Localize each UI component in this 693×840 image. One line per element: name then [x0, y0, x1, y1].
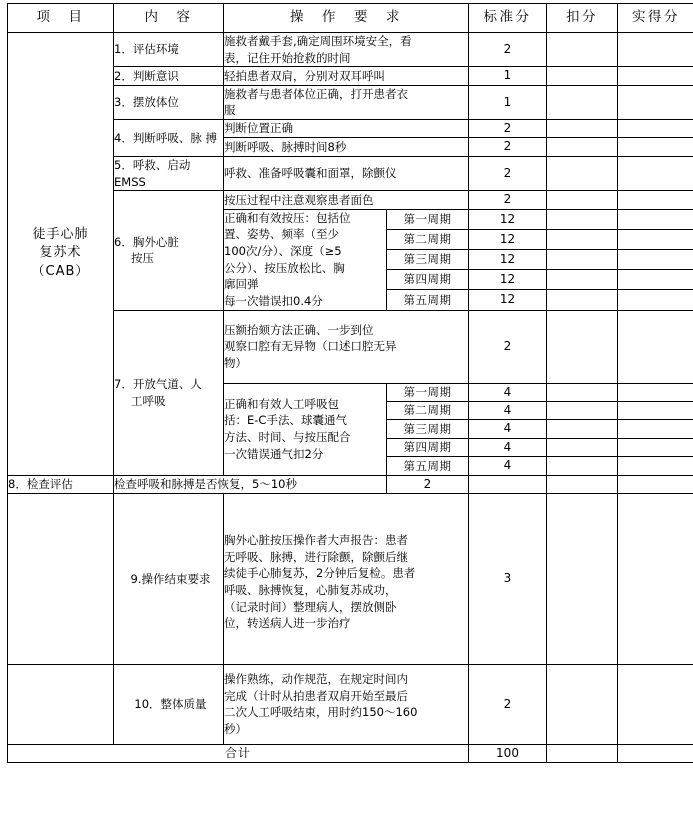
standard-score-cell-6-2: 12: [469, 229, 547, 249]
requirement-line: 100次/分）、深度（≥5: [224, 243, 342, 258]
standard-score-cell-7-4: 4: [469, 438, 547, 456]
requirement-line: 置、姿势、频率（至少: [224, 227, 339, 242]
content-line: EMSS: [114, 174, 146, 189]
requirement-line: 按压过程中注意观察患者面色: [224, 192, 374, 207]
deduction-cell-6-4[interactable]: [547, 270, 618, 290]
actual-score-cell-2[interactable]: [618, 67, 693, 85]
cycle-label-7-2: 第二周期: [387, 402, 469, 420]
standard-score-cell-4a: 2: [469, 120, 547, 138]
actual-score-cell-6-3[interactable]: [618, 250, 693, 270]
table-row-total: [8, 744, 693, 762]
deduction-cell-4a[interactable]: [547, 120, 618, 138]
requirement-line: 无呼吸、脉搏，进行除颤，除颤后继: [224, 549, 408, 564]
requirement-line: 公分）、按压放松比、胸: [224, 260, 345, 275]
requirement-line: 续徒手心肺复苏，2分钟后复检。患者: [224, 566, 416, 581]
total-actual-score[interactable]: [618, 744, 693, 762]
standard-score-cell-6-4: 12: [469, 270, 547, 290]
standard-score-cell-1: 2: [469, 33, 547, 67]
table-header-row: [8, 4, 693, 33]
table-row-assess-environment: [8, 33, 693, 67]
requirement-line: 观察口腔有无异物（口述口腔无异: [224, 339, 397, 354]
requirement-line: 施救者与患者体位正确，打开患者衣: [224, 86, 408, 101]
content-cell-8: 8．检查评估: [8, 475, 114, 493]
requirement-line: 完成（计时从拍患者双肩开始至最后: [224, 688, 408, 703]
total-label: 合计: [8, 744, 469, 762]
actual-score-cell-7-3[interactable]: [618, 420, 693, 438]
standard-score-cell-5: 2: [469, 156, 547, 190]
actual-score-cell-9[interactable]: [618, 493, 693, 664]
standard-score-cell-7-1: 4: [469, 383, 547, 401]
content-cell-4: [114, 120, 224, 157]
requirement-cell-6-observe: [224, 191, 469, 209]
content-cell-10: 10．整体质量: [114, 664, 224, 744]
deduction-cell-6-1[interactable]: [547, 209, 618, 229]
requirement-line: 秒）: [224, 722, 247, 737]
requirement-line: 表，记住开始抢救的时间: [224, 50, 351, 65]
standard-score-cell-6-observe: 2: [469, 191, 547, 209]
standard-score-cell-7-2: 4: [469, 402, 547, 420]
category-cell-cab: [8, 33, 114, 476]
content-line: 7．开放气道、人: [114, 376, 202, 391]
deduction-cell-4b[interactable]: [547, 138, 618, 156]
category-line-1: 徒手心肺: [32, 226, 89, 242]
deduction-cell-10[interactable]: [547, 664, 618, 744]
requirement-line: 施救者戴手套,确定周围环境安全，看: [224, 34, 412, 48]
deduction-cell-6-5[interactable]: [547, 290, 618, 310]
content-line: 工呼吸: [131, 393, 166, 408]
requirement-cell-2: [224, 67, 469, 85]
requirement-cell-4b: [224, 138, 469, 156]
requirement-cell-3: [224, 85, 469, 119]
deduction-cell-7-2[interactable]: [547, 402, 618, 420]
requirement-line: 检查呼吸和脉搏是否恢复，5～10秒: [114, 476, 297, 491]
cycle-label-7-5: 第五周期: [387, 457, 469, 475]
header-content: 内 容: [114, 4, 224, 33]
requirement-line: 判断呼吸、脉搏时间8秒: [224, 139, 347, 154]
requirement-line: 廓回弹: [224, 277, 259, 292]
requirement-cell-10: [224, 664, 469, 744]
standard-score-cell-7-3: 4: [469, 420, 547, 438]
requirement-cell-9: [224, 493, 469, 664]
content-cell-5: [114, 156, 224, 190]
actual-score-cell-4b[interactable]: [618, 138, 693, 156]
actual-score-cell-7-2[interactable]: [618, 402, 693, 420]
requirement-cell-7-airway: [224, 310, 469, 383]
requirement-line: 呼救、准备呼吸囊和面罩，除颤仪: [224, 166, 397, 181]
actual-score-cell-5[interactable]: [618, 156, 693, 190]
standard-score-cell-7-5: 4: [469, 457, 547, 475]
requirement-line: 判断位置正确: [224, 121, 293, 136]
requirement-line: 轻拍患者双肩，分别对双耳呼叫: [224, 68, 385, 83]
deduction-cell-6-2[interactable]: [547, 229, 618, 249]
cycle-label-6-1: 第一周期: [387, 209, 469, 229]
content-line: 按压: [131, 251, 154, 266]
table-row-overall-quality: [8, 664, 693, 744]
requirement-line: 服: [224, 103, 236, 118]
standard-score-cell-2: 1: [469, 67, 547, 85]
header-requirement: 操 作 要 求: [224, 4, 469, 33]
actual-score-cell-10[interactable]: [618, 664, 693, 744]
table-row-check-evaluation: [8, 475, 693, 493]
deduction-cell-5[interactable]: [547, 156, 618, 190]
cycle-label-7-4: 第四周期: [387, 438, 469, 456]
actual-score-cell-1[interactable]: [618, 33, 693, 67]
category-line-2: 复苏术: [39, 245, 82, 261]
standard-score-cell-9: 3: [469, 493, 547, 664]
content-cell-6: [114, 191, 224, 310]
deduction-cell-7-3[interactable]: [547, 420, 618, 438]
requirement-line: 括：E-C手法、球囊通气: [224, 413, 347, 428]
cycle-label-7-1: 第一周期: [387, 383, 469, 401]
requirement-cell-1: [224, 33, 469, 67]
deduction-cell-8[interactable]: [469, 475, 547, 493]
cycle-label-7-3: 第三周期: [387, 420, 469, 438]
header-item: 项 目: [8, 4, 114, 33]
standard-score-cell-7-airway: 2: [469, 310, 547, 383]
requirement-line: 每一次错误扣0.4分: [224, 293, 323, 308]
actual-score-cell-7-airway[interactable]: [618, 310, 693, 383]
header-deduction: 扣分: [547, 4, 618, 33]
actual-score-cell-6-1[interactable]: [618, 209, 693, 229]
cycle-label-6-3: 第三周期: [387, 250, 469, 270]
total-deduction[interactable]: [547, 744, 618, 762]
actual-score-cell-6-2[interactable]: [618, 229, 693, 249]
standard-score-cell-4b: 2: [469, 138, 547, 156]
requirement-line: 压额抬颏方法正确、一步到位: [224, 322, 374, 337]
requirement-cell-6-compression: [224, 209, 387, 310]
standard-score-cell-10: 2: [469, 664, 547, 744]
actual-score-cell-7-4[interactable]: [618, 438, 693, 456]
actual-score-cell-3[interactable]: [618, 85, 693, 119]
deduction-cell-7-airway[interactable]: [547, 310, 618, 383]
table-row-end-of-operation: [8, 493, 693, 664]
content-cell-7: [114, 310, 224, 475]
deduction-cell-7-5[interactable]: [547, 457, 618, 475]
deduction-cell-7-1[interactable]: [547, 383, 618, 401]
requirement-line: 正确和有效人工呼吸包: [224, 396, 339, 411]
deduction-cell-3[interactable]: [547, 85, 618, 119]
content-line: 5．呼救、启动: [114, 157, 191, 172]
actual-score-cell-6-5[interactable]: [618, 290, 693, 310]
requirement-cell-8: [114, 475, 387, 493]
cycle-label-6-4: 第四周期: [387, 270, 469, 290]
requirement-line: 呼吸、脉搏恢复，心肺复苏成功，: [224, 582, 397, 597]
standard-score-cell-8: 2: [387, 475, 469, 493]
deduction-cell-6-3[interactable]: [547, 250, 618, 270]
actual-score-cell-4a[interactable]: [618, 120, 693, 138]
header-actual-score: 实得分: [618, 4, 693, 33]
actual-score-cell-8[interactable]: [547, 475, 618, 493]
cycle-label-6-5: 第五周期: [387, 290, 469, 310]
content-line: 4．判断呼吸、脉: [114, 130, 202, 145]
category-line-3: （CAB）: [31, 264, 90, 280]
requirement-line: 胸外心脏按压操作者大声报告：患者: [224, 532, 408, 547]
actual-score-cell-7-1[interactable]: [618, 383, 693, 401]
category-cell-empty-1: [8, 493, 114, 664]
deduction-cell-1[interactable]: [547, 33, 618, 67]
requirement-line: 正确和有效按压：包括位: [224, 210, 351, 225]
requirement-line: 位，转送病人进一步治疗: [224, 616, 351, 631]
header-standard-score: 标准分: [469, 4, 547, 33]
requirement-cell-5: [224, 156, 469, 190]
deduction-cell-2[interactable]: [547, 67, 618, 85]
cpr-assessment-table: [7, 3, 693, 763]
content-line: 6．胸外心脏: [114, 234, 179, 249]
actual-score-cell-6-4[interactable]: [618, 270, 693, 290]
standard-score-cell-3: 1: [469, 85, 547, 119]
deduction-cell-6-observe[interactable]: [547, 191, 618, 209]
cycle-label-6-2: 第二周期: [387, 229, 469, 249]
requirement-line: 操作熟练，动作规范，在规定时间内: [224, 672, 408, 687]
content-cell-1: 1．评估环境: [114, 33, 224, 67]
requirement-line: （记录时间）整理病人，摆放侧卧: [224, 599, 397, 614]
requirement-cell-4a: [224, 120, 469, 138]
requirement-line: 二次人工呼吸结束，用时约150～160: [224, 705, 418, 720]
actual-score-cell-7-5[interactable]: [618, 457, 693, 475]
content-cell-9: 9.操作结束要求: [114, 493, 224, 664]
requirement-line: 物）: [224, 355, 247, 370]
category-cell-empty-2: [8, 664, 114, 744]
requirement-cell-7-ventilation: [224, 383, 387, 475]
requirement-line: 一次错误通气扣2分: [224, 446, 324, 461]
total-standard-score: 100: [469, 744, 547, 762]
deduction-cell-7-4[interactable]: [547, 438, 618, 456]
deduction-cell-9[interactable]: [547, 493, 618, 664]
standard-score-cell-6-3: 12: [469, 250, 547, 270]
content-cell-2: 2．判断意识: [114, 67, 224, 85]
actual-score-cell-6-observe[interactable]: [618, 191, 693, 209]
content-cell-3: 3．摆放体位: [114, 85, 224, 119]
content-line: 搏: [205, 130, 217, 145]
standard-score-cell-6-5: 12: [469, 290, 547, 310]
standard-score-cell-6-1: 12: [469, 209, 547, 229]
requirement-line: 方法、时间、与按压配合: [224, 430, 351, 445]
